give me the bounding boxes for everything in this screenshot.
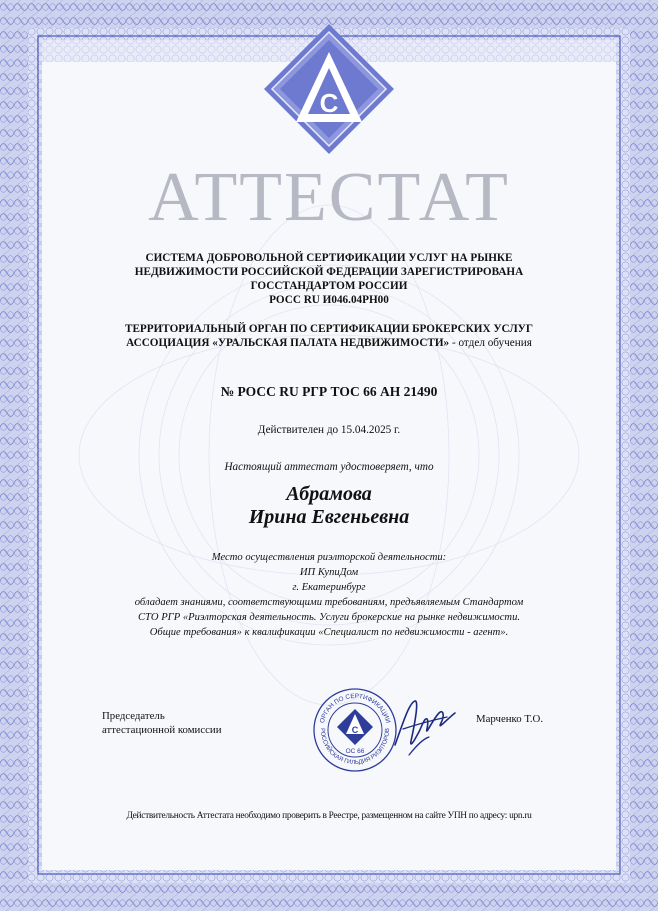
svg-text:C: C	[351, 725, 359, 735]
chairman-name: Марченко Т.О.	[476, 713, 544, 725]
chairman-line: Председатель	[102, 710, 165, 722]
chairman-line: аттестационной комиссии	[102, 724, 222, 736]
registry-check-note: Действительность Аттестата необходимо проверить в Реестре, размещенном на сайте УПН по адресу: upn.ru	[126, 811, 532, 821]
territorial-body-text	[0, 322, 658, 350]
org-department: - отдел обучения	[449, 337, 532, 349]
system-line: НЕДВИЖИМОСТИ РОССИЙСКОЙ ФЕДЕРАЦИИ ЗАРЕГИСТРИРОВАНА	[134, 266, 524, 278]
org-line	[0, 336, 658, 350]
qualification-line: г. Екатеринбург	[292, 582, 366, 593]
system-line: ГОССТАНДАРТОМ РОССИИ	[250, 280, 408, 292]
org-name: АССОЦИАЦИЯ «УРАЛЬСКАЯ ПАЛАТА НЕДВИЖИМОСТИ»	[126, 337, 450, 349]
holder-given-names: Ирина Евгеньевна	[248, 506, 410, 528]
svg-text:ОРГАН ПО СЕРТИФИКАЦИИ: ОРГАН ПО СЕРТИФИКАЦИИ	[318, 692, 392, 724]
certification-system-text	[0, 251, 658, 307]
certificate-number: № РОСС RU РГР ТОС 66 АН 21490	[220, 384, 438, 399]
system-registration-number: РОСС RU И046.04РН00	[269, 294, 389, 306]
chairman-title	[102, 709, 221, 737]
valid-until: Действителен до 15.04.2025 г.	[257, 424, 401, 436]
qualification-text	[0, 550, 658, 640]
signature-icon	[385, 693, 465, 763]
qualification-line: Общие требования» к квалификации «Специалист по недвижимости - агент».	[149, 627, 509, 638]
svg-text:C: C	[319, 88, 339, 118]
svg-text:РОССИЙСКАЯ ГИЛЬДИЯ РИЭЛТОРОВ: РОССИЙСКАЯ ГИЛЬДИЯ РИЭЛТОРОВ	[318, 728, 392, 767]
qualification-line: ИП КупиДом	[299, 567, 359, 578]
emblem-logo-icon	[262, 22, 396, 156]
qualification-line: обладает знаниями, соответствующими требованиям, предъявляемым Стандартом	[134, 597, 524, 608]
certificate-title: АТТЕСТАТ	[148, 159, 510, 236]
qualification-line: СТО РГР «Риэлторская деятельность. Услуги брокерские на рынке недвижимости.	[137, 612, 521, 623]
certifies-text: Настоящий аттестат удостоверяет, что	[224, 461, 434, 473]
system-line: СИСТЕМА ДОБРОВОЛЬНОЙ СЕРТИФИКАЦИИ УСЛУГ НА РЫНКЕ	[145, 252, 513, 264]
holder-surname: Абрамова	[286, 483, 372, 505]
qualification-line: Место осуществления риэлторской деятельности:	[211, 552, 447, 563]
holder-name	[0, 483, 658, 529]
org-line: ТЕРРИТОРИАЛЬНЫЙ ОРГАН ПО СЕРТИФИКАЦИИ БРОКЕРСКИХ УСЛУГ	[125, 323, 533, 335]
svg-text:ОС 66: ОС 66	[345, 748, 365, 755]
